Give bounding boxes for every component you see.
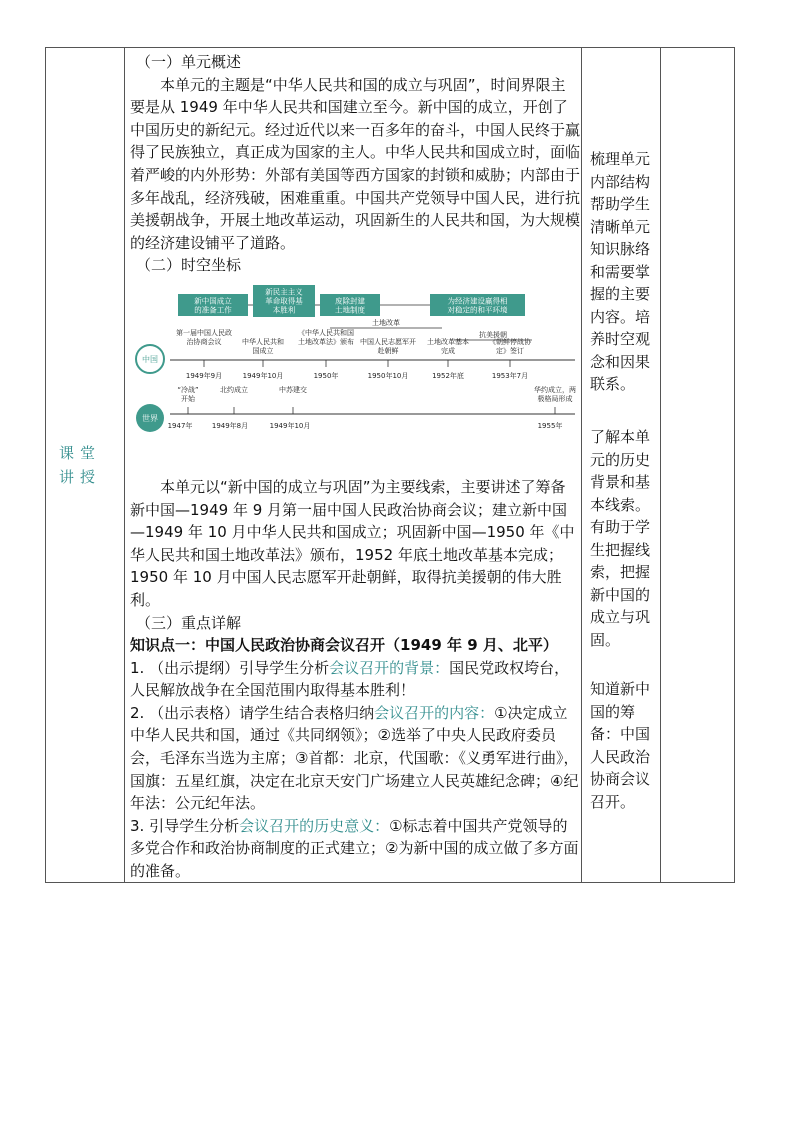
- section-paragraph: 本单元以“新中国的成立与巩固”为主要线索，主要讲述了筹备新中国—1949 年 9 月第一届中国人民政治协商会议；建立新中国—1949 年 10 月中华人民共和国成立；巩固新中国—1950 年《中华人民共和国土地改革法》颁布，1952 年底土地改革基本完成；1950 年 10 月中国人民志愿军开赴朝鲜，取得抗美援朝的伟大胜利。: [130, 477, 575, 609]
- highlight-text: 会议召开的背景：: [329, 658, 450, 677]
- phase-label: 新民主主义革命取得基本胜利: [265, 287, 303, 315]
- column-divider: [581, 48, 582, 882]
- knowledge-point-title: 知识点一：中国人民政治协商会议召开（1949 年 9 月、北平）: [130, 636, 558, 655]
- teaching-note: 了解本单元的历史背景和基本线索。有助于学生把握线索，把握新中国的成立与巩固。: [590, 428, 651, 649]
- content-cell: [130, 51, 580, 883]
- world-event-date: 1949年10月: [269, 421, 311, 430]
- world-event-date: 1947年: [167, 421, 193, 430]
- china-event-label: 中华人民共和国成立: [242, 337, 284, 355]
- china-event-date: 1950年: [313, 371, 339, 380]
- world-event-label: “冷战”开始: [177, 385, 199, 403]
- list-item: 2. （出示表格）请学生结合表格归纳会议召开的内容：①决定成立中华人民共和国，通过《共同纲领》；②选举了中央人民政府委员会，毛泽东当选为主席；③首都：北京，代国歌：《义勇军进行曲》，国旗：五星红旗，决定在北京天安门广场建立人民英雄纪念碑；④纪年法：公元纪年法。: [130, 703, 579, 813]
- china-event-date: 1950年10月: [367, 371, 409, 380]
- china-event-date: 1952年底: [432, 371, 464, 380]
- span-label: 土地改革: [372, 318, 400, 327]
- world-label: 世界: [142, 413, 158, 423]
- teaching-note: 梳理单元内部结构帮助学生清晰单元知识脉络和需要掌握的主要内容。培养时空观念和因果联系。: [590, 150, 651, 393]
- section-title: （一）单元概述: [136, 53, 242, 71]
- row-label-cell: [46, 48, 124, 882]
- phase-label: 为经济建设赢得相对稳定的和平环境: [447, 296, 508, 315]
- column-divider: [124, 48, 125, 882]
- world-event-label: 北约成立: [220, 385, 248, 394]
- world-event-label: 中苏建交: [279, 385, 307, 394]
- china-event-label: 《中华人民共和国土地改革法》颁布: [298, 328, 354, 346]
- lesson-table: [45, 47, 735, 883]
- china-event-label: 第一届中国人民政治协商会议: [176, 328, 232, 346]
- section-paragraph: 本单元的主题是“中华人民共和国的成立与巩固”，时间界限主要是从 1949 年中华人民共和国建立至今。新中国的成立，开创了中国历史的新纪元。经过近代以来一百多年的奋斗，中国人民终于赢得了民族独立，真正成为国家的主人。中华人民共和国成立时，面临着严峻的内外形势：外部有美国等西方国家的封锁和威胁；内部由于多年战乱，经济残破，困难重重。中国共产党领导中国人民，进行抗美援朝战争，开展土地改革运动，巩固新生的人民共和国，为大规模的经济建设铺平了道路。: [130, 75, 581, 252]
- china-event-label: 土地改革基本完成: [427, 337, 469, 355]
- phase-label: 新中国成立的准备工作: [194, 296, 232, 315]
- list-item: 3. 引导学生分析会议召开的历史意义：①标志着中国共产党领导的多党合作和政治协商制度的正式建立；②为新中国的成立做了多方面的准备。: [130, 816, 579, 881]
- china-label: 中国: [142, 354, 158, 364]
- list-item: 1. （出示提纲）引导学生分析会议召开的背景：国民党政权垮台，人民解放战争在全国范围内取得基本胜利！: [130, 658, 570, 700]
- span-label: 抗美援朝: [479, 330, 507, 339]
- world-event-label: 华约成立，两极格局形成: [534, 385, 576, 403]
- section-title: （二）时空坐标: [136, 256, 242, 275]
- world-event-date: 1955年: [537, 421, 563, 430]
- section-title: （三）重点详解: [136, 613, 242, 632]
- china-event-label: 中国人民志愿军开赴朝鲜: [360, 337, 416, 355]
- timeline-svg: [130, 280, 580, 470]
- timeline-figure: [130, 280, 580, 470]
- row-label: 课堂讲授: [59, 444, 102, 486]
- phase-label: 废除封建土地制度: [335, 296, 365, 315]
- china-event-date: 1949年9月: [185, 371, 223, 380]
- china-event-date: 1949年10月: [242, 371, 284, 380]
- teaching-note: 知道新中国的筹备：中国人民政治协商会议召开。: [590, 680, 651, 811]
- world-event-date: 1949年8月: [211, 421, 249, 430]
- highlight-text: 会议召开的内容：: [374, 703, 495, 722]
- highlight-text: 会议召开的历史意义：: [239, 816, 390, 835]
- china-event-date: 1953年7月: [491, 371, 529, 380]
- column-divider: [660, 48, 661, 882]
- china-event-label: 《朝鲜停战协定》签订: [489, 337, 531, 355]
